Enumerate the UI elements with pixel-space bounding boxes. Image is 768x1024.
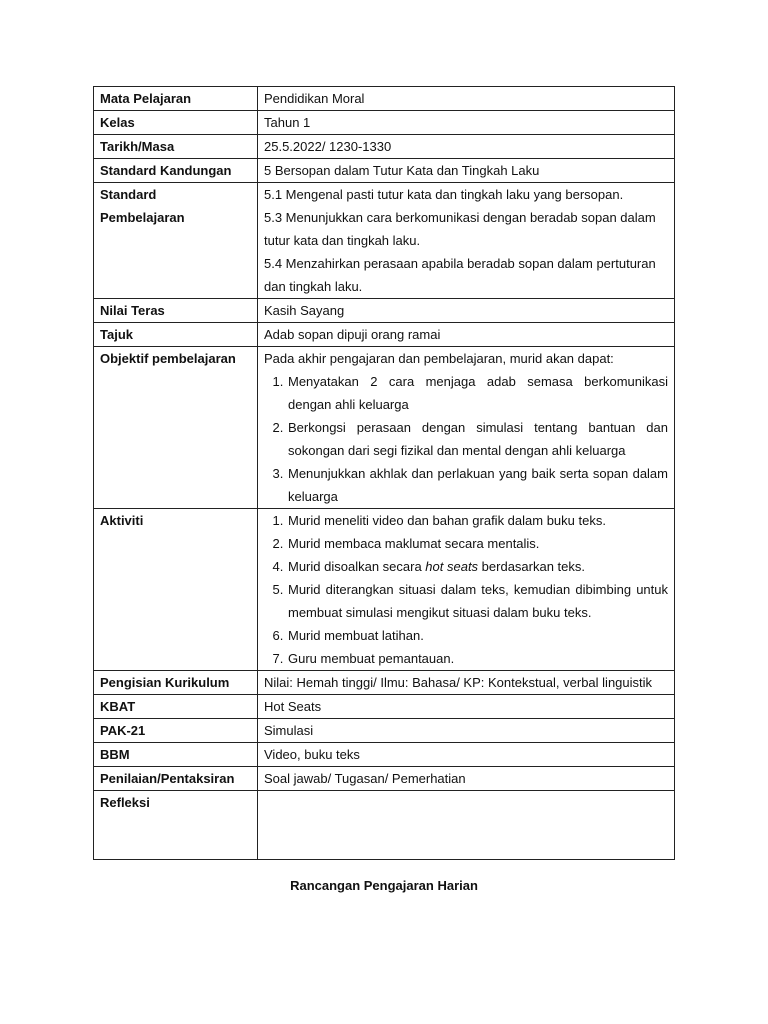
table-row [94,111,675,135]
table-row [94,791,675,860]
activity-emphasis: hot seats [425,559,479,574]
activity-text: berdasarkan teks. [478,559,586,574]
table-row [94,135,675,159]
list-item: 3. Menunjukkan akhlak dan perlakuan yang baik serta sopan dalam keluarga [287,462,668,508]
row-label: Penilaian/Pentaksiran [94,767,258,791]
table-row [94,767,675,791]
table-row [94,671,675,695]
row-value: Tahun 1 [258,111,675,135]
row-value: Nilai: Hemah tinggi/ Ilmu: Bahasa/ KP: Kontekstual, verbal linguistik [258,671,675,695]
table-row [94,743,675,767]
row-label: PAK-21 [94,719,258,743]
label-line: Pembelajaran [100,210,185,225]
lesson-plan-table [93,86,675,860]
document-caption: Rancangan Pengajaran Harian [290,878,478,893]
row-value [258,183,675,299]
row-value: Hot Seats [258,695,675,719]
row-label [94,183,258,299]
table-row [94,159,675,183]
objective-list [264,370,668,508]
list-item: 5. Murid diterangkan situasi dalam teks, kemudian dibimbing untuk membuat simulasi mengikut situasi dalam buku teks. [287,578,668,624]
row-value: 25.5.2022/ 1230-1330 [258,135,675,159]
row-value [258,347,675,509]
row-value: Kasih Sayang [258,299,675,323]
list-item: 2. Murid membaca maklumat secara mentalis. [287,532,668,555]
row-label: Refleksi [94,791,258,860]
row-value [258,791,675,860]
list-item: 1. Menyatakan 2 cara menjaga adab semasa berkomunikasi dengan ahli keluarga [287,370,668,416]
row-label: Nilai Teras [94,299,258,323]
row-label: Tajuk [94,323,258,347]
table-row [94,347,675,509]
list-item: 7. Guru membuat pemantauan. [287,647,668,670]
list-item: 6. Murid membuat latihan. [287,624,668,647]
table-row [94,299,675,323]
row-label: Kelas [94,111,258,135]
standard-item: 5.4 Menzahirkan perasaan apabila beradab sopan dalam pertuturan dan tingkah laku. [264,256,656,294]
table-row [94,87,675,111]
list-item: 2. Berkongsi perasaan dengan simulasi tentang bantuan dan sokongan dari segi fizikal dan mental dengan ahli keluarga [287,416,668,462]
list-item [287,555,668,578]
row-value: 5 Bersopan dalam Tutur Kata dan Tingkah Laku [258,159,675,183]
list-item: 1. Murid meneliti video dan bahan grafik dalam buku teks. [287,509,668,532]
row-label: Mata Pelajaran [94,87,258,111]
table-row [94,695,675,719]
row-label: Aktiviti [94,509,258,671]
activity-text: Murid disoalkan secara [288,559,426,574]
row-label: BBM [94,743,258,767]
row-value: Simulasi [258,719,675,743]
standard-item: 5.1 Mengenal pasti tutur kata dan tingkah laku yang bersopan. [264,187,624,202]
row-value: Video, buku teks [258,743,675,767]
table-row [94,509,675,671]
row-label: Standard Kandungan [94,159,258,183]
table-row [94,719,675,743]
row-value: Pendidikan Moral [258,87,675,111]
row-label: Tarikh/Masa [94,135,258,159]
row-value: Adab sopan dipuji orang ramai [258,323,675,347]
row-label: KBAT [94,695,258,719]
objective-intro: Pada akhir pengajaran dan pembelajaran, murid akan dapat: [264,351,614,366]
row-label: Pengisian Kurikulum [94,671,258,695]
row-label: Objektif pembelajaran [94,347,258,509]
table-row [94,323,675,347]
row-value [258,509,675,671]
table-row [94,183,675,299]
activity-list [264,509,668,670]
standard-item: 5.3 Menunjukkan cara berkomunikasi dengan beradab sopan dalam tutur kata dan tingkah laku. [264,210,656,248]
label-line: Standard [100,187,157,202]
row-value: Soal jawab/ Tugasan/ Pemerhatian [258,767,675,791]
